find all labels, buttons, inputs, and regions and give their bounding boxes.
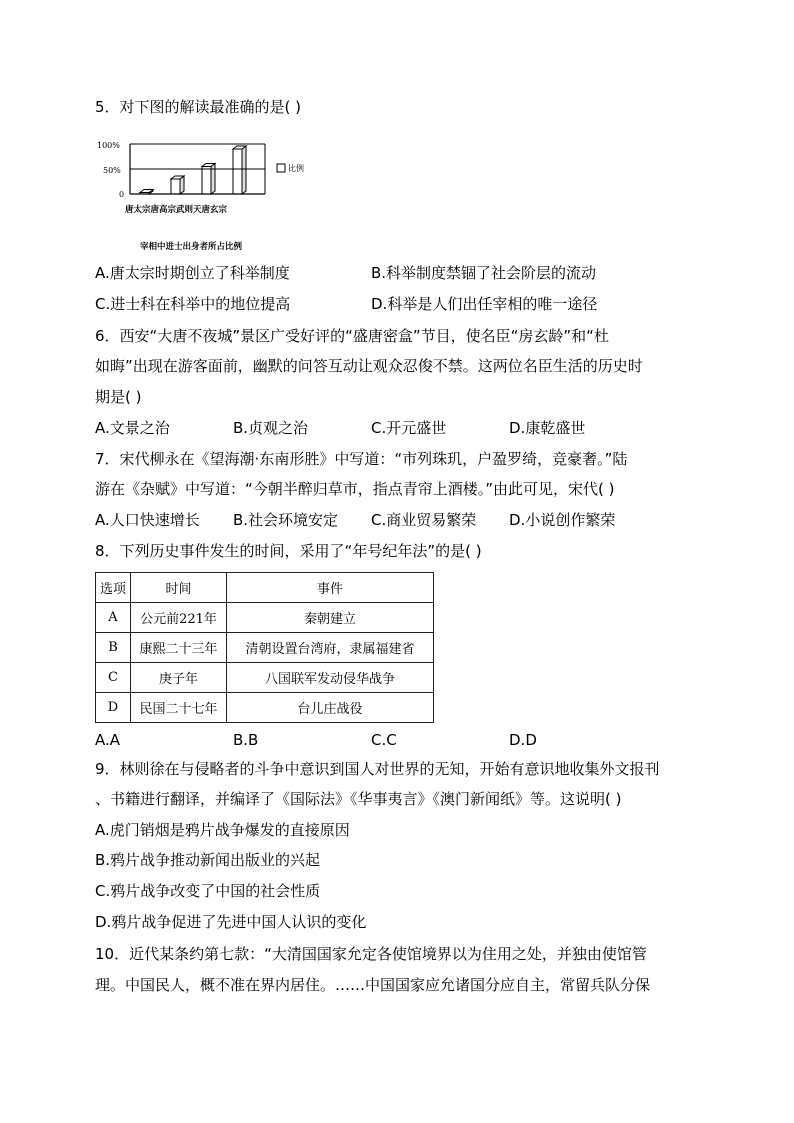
table-header-row xyxy=(96,573,434,603)
q5-chart xyxy=(95,136,325,256)
q7-stem-line2: 游在《杂赋》中写道：“今朝半醉归草市，指点青帘上酒楼。”由此可见，宋代( ) xyxy=(95,480,615,498)
table-row xyxy=(96,663,434,693)
q5-option-d[interactable]: D.科举是人们出任宰相的唯一途径 xyxy=(371,295,598,313)
q5-option-b[interactable]: B.科举制度禁锢了社会阶层的流动 xyxy=(371,264,597,282)
table-cell: A xyxy=(96,603,131,633)
q9-stem-line1: 9．林则徐在与侵略者的斗争中意识到国人对世界的无知，开始有意识地收集外文报刊 xyxy=(95,760,660,778)
table-row xyxy=(96,693,434,723)
q7-option-d[interactable]: D.小说创作繁荣 xyxy=(509,511,616,529)
table-cell: B xyxy=(96,633,131,663)
q6-option-b[interactable]: B.贞观之治 xyxy=(233,419,309,437)
q8-option-c[interactable]: C.C xyxy=(371,731,397,749)
q6-stem-line3: 期是( ) xyxy=(95,388,142,406)
table-header-cell: 时间 xyxy=(131,573,227,603)
table-cell: 民国二十七年 xyxy=(131,693,227,723)
q9-stem-line2: 、书籍进行翻译，并编译了《国际法》《华事夷言》《澳门新闻纸》等。这说明( ) xyxy=(95,790,622,808)
ytick-100: 100% xyxy=(97,141,120,150)
q8-option-a[interactable]: A.A xyxy=(95,731,121,749)
q9-option-a[interactable]: A.虎门销烟是鸦片战争爆发的直接原因 xyxy=(95,821,350,839)
table-cell: 八国联军发动侵华战争 xyxy=(227,663,434,693)
chart-bar xyxy=(140,190,153,195)
chart-bar xyxy=(233,146,246,194)
table-header-cell: 选项 xyxy=(96,573,131,603)
q8-option-b[interactable]: B.B xyxy=(233,731,259,749)
q7-option-b[interactable]: B.社会环境安定 xyxy=(233,511,339,529)
ytick-50: 50% xyxy=(103,166,121,175)
q6-option-a[interactable]: A.文景之治 xyxy=(95,419,170,437)
q8-table xyxy=(95,572,434,723)
x-axis-labels: 唐太宗唐高宗武则天唐玄宗 xyxy=(125,205,228,215)
q6-stem-line1: 6．西安“大唐不夜城”景区广受好评的“盛唐密盒”节目，使名臣“房玄龄”和“杜 xyxy=(95,327,609,345)
table-cell: C xyxy=(96,663,131,693)
table-cell: 清朝设置台湾府，隶属福建省 xyxy=(227,633,434,663)
q10-stem-line1: 10．近代某条约第七款：“大清国国家允定各使馆境界以为住用之处，并独由使馆管 xyxy=(95,945,647,963)
q9-option-b[interactable]: B.鸦片战争推动新闻出版业的兴起 xyxy=(95,851,321,869)
table-cell: 公元前221年 xyxy=(131,603,227,633)
q7-stem-line1: 7．宋代柳永在《望海潮·东南形胜》中写道：“市列珠玑，户盈罗绮，竞豪奢。”陆 xyxy=(95,450,628,468)
q5-stem: 5．对下图的解读最准确的是( ) xyxy=(95,98,302,116)
q7-option-a[interactable]: A.人口快速增长 xyxy=(95,511,200,529)
q6-option-c[interactable]: C.开元盛世 xyxy=(371,419,447,437)
chart-bars xyxy=(140,146,246,194)
legend-swatch xyxy=(277,164,285,172)
chart-caption: 宰相中进士出身者所占比例 xyxy=(140,242,243,252)
q7-option-c[interactable]: C.商业贸易繁荣 xyxy=(371,511,477,529)
table-cell: 秦朝建立 xyxy=(227,603,434,633)
legend-label: 比例 xyxy=(288,164,304,173)
table-cell: 庚子年 xyxy=(131,663,227,693)
ytick-0: 0 xyxy=(119,190,125,199)
q9-option-c[interactable]: C.鸦片战争改变了中国的社会性质 xyxy=(95,882,321,900)
q9-option-d[interactable]: D.鸦片战争促进了先进中国人认识的变化 xyxy=(95,913,367,931)
q5-option-a[interactable]: A.唐太宗时期创立了科举制度 xyxy=(95,264,290,282)
q8-stem: 8．下列历史事件发生的时间，采用了“年号纪年法”的是( ) xyxy=(95,542,482,560)
q6-option-d[interactable]: D.康乾盛世 xyxy=(509,419,586,437)
table-cell: D xyxy=(96,693,131,723)
q5-option-c[interactable]: C.进士科在科举中的地位提高 xyxy=(95,295,291,313)
table-row xyxy=(96,603,434,633)
q10-stem-line2: 理。中国民人，概不准在界内居住。……中国国家应允诸国分应自主，常留兵队分保 xyxy=(95,976,651,994)
chart-bar xyxy=(202,164,215,195)
table-cell: 台儿庄战役 xyxy=(227,693,434,723)
q6-stem-line2: 如晦”出现在游客面前，幽默的问答互动让观众忍俊不禁。这两位名臣生活的历史时 xyxy=(95,357,643,375)
q8-option-d[interactable]: D.D xyxy=(509,731,537,749)
table-cell: 康熙二十三年 xyxy=(131,633,227,663)
table-row xyxy=(96,633,434,663)
table-header-cell: 事件 xyxy=(227,573,434,603)
chart-bar xyxy=(171,176,184,194)
